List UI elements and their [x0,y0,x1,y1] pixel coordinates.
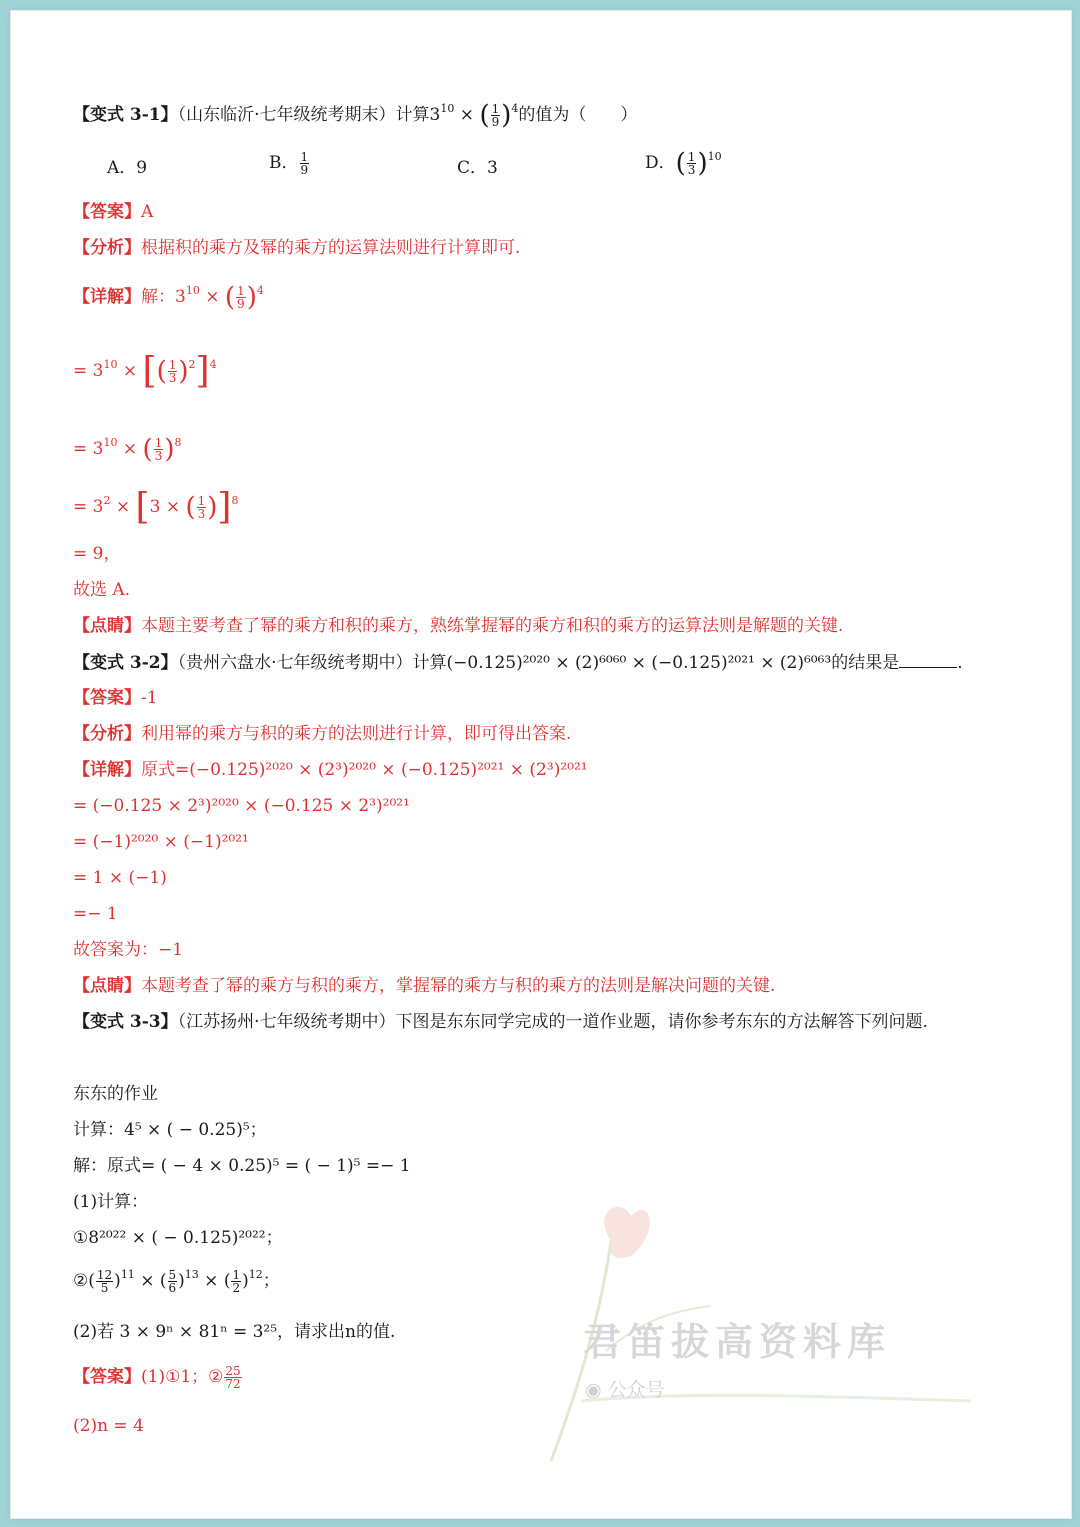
homework-solution: 解：原式= ( − 4 × 0.25)⁵ = ( − 1)⁵ =− 1 [73,1156,411,1176]
homework-title: 东东的作业 [73,1084,158,1104]
step-3-2-2: = (−1)²⁰²⁰ × (−1)²⁰²¹ [73,832,249,852]
detail-3-2: 【详解】原式=(−0.125)²⁰²⁰ × (2³)²⁰²⁰ × (−0.125)²⁰²¹ × (2³)²⁰²¹ [73,760,588,780]
question-tag: 【变式 3-1】 [73,105,178,125]
question-3-3: 【变式 3-3】（江苏扬州·七年级统考期中）下图是东东同学完成的一道作业题，请你参考东东的方法解答下列问题. [73,1012,928,1032]
math-expression: $3^{10}$ × ( $\frac{1}{9}$ )$^4$ [429,100,519,131]
step-4: = 9， [73,544,121,564]
question-part-1b: ②( $\frac{12}{5}$ )$^{11}$ × ( $\frac{5}{6}$ )$^{13}$ × ( $\frac{1}{2}$ )$^{12}$； [73,1267,280,1295]
answer-3-1: 【答案】A [73,202,154,222]
question-part-1: (1)计算： [73,1192,149,1212]
answer-3-3-part-2: (2)n = 4 [73,1416,144,1436]
answer-3-2: 【答案】-1 [73,688,158,708]
step-3: = $3^2 \times [3$ × ( $\frac{1}{3}$ )]$^8$ [73,486,239,528]
comment-3-1: 【点睛】本题主要考查了幂的乘方和积的乘方，熟练掌握幂的乘方和积的乘方的运算法则是解题的关键. [73,616,844,636]
question-3-2: 【变式 3-2】（贵州六盘水·七年级统考期中）计算(−0.125)²⁰²⁰ × (2)⁶⁰⁶⁰ × (−0.125)²⁰²¹ × (2)⁶⁰⁶³的结果是 . [73,653,963,673]
answer-blank [899,651,957,668]
step-3-2-1: = (−0.125 × 2³)²⁰²⁰ × (−0.125 × 2³)²⁰²¹ [73,796,410,816]
analysis-3-2: 【分析】利用幂的乘方与积的乘方的法则进行计算，即可得出答案. [73,724,572,744]
analysis-3-1: 【分析】根据积的乘方及幂的乘方的运算法则进行计算即可. [73,238,521,258]
step-1: = $3^{10}$ × [( $\frac{1}{3}$ )$^2$]$^4$ [73,350,217,392]
homework-calc: 计算：4⁵ × ( − 0.25)⁵； [73,1120,267,1140]
option-b: B． $\frac{1}{9}$ [269,150,309,177]
option-d: D．( $\frac{1}{3}$ )$^{10}$ [645,148,722,179]
step-2: = $3^{10}$ × ( $\frac{1}{3}$ )$^8$ [73,434,182,465]
watermark-subtitle: ◉ 公众号 [585,1379,665,1401]
comment-3-2: 【点睛】本题考查了幂的乘方与积的乘方，掌握幂的乘方与积的乘方的法则是解决问题的关键. [73,976,776,996]
question-suffix: 的值为（ ） [518,105,638,125]
answer-3-3: 【答案】(1)①1；② $\frac{25}{72}$ [73,1364,241,1391]
wechat-icon: ◉ [585,1379,602,1401]
step-3-2-3: = 1 × (−1) [73,868,167,888]
detail-3-1: 【详解】解：$3^{10}$ × ( $\frac{1}{9}$ )$^4$ [73,282,264,313]
watermark-title: 君笛拔高资料库 [583,1320,892,1364]
question-part-1a: ①8²⁰²² × ( − 0.125)²⁰²²； [73,1228,283,1248]
question-3-1 [73,100,638,131]
document-page [11,11,1071,1518]
conclusion-3-1: 故选 A. [73,580,131,600]
question-source: （山东临沂·七年级统考期末）计算 [177,105,430,125]
page-frame [10,10,1072,1519]
option-c: C．3 [457,158,498,178]
step-3-2-4: =− 1 [73,904,118,924]
question-part-2: (2)若 3 × 9ⁿ × 81ⁿ = 3²⁵，请求出n的值. [73,1322,396,1342]
conclusion-3-2: 故答案为：−1 [73,940,184,960]
option-a: A．9 [107,158,148,178]
